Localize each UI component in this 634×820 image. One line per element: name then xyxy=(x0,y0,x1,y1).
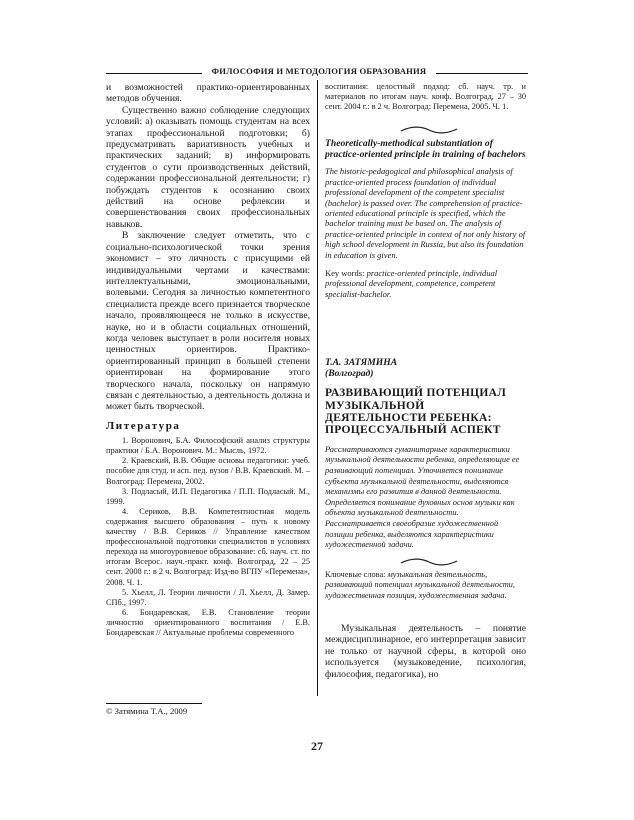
literature-heading: Литература xyxy=(106,419,181,432)
reference-item: 3. Подласый, И.П. Педагогика / П.П. Подласый. М., 1999. xyxy=(106,486,310,506)
english-keywords-label: Key words: xyxy=(325,267,365,278)
english-keywords xyxy=(325,268,526,299)
russian-abstract: Рассматриваются гуманитарные характеристики музыкальной деятельности ребенка, определяющие ее развивающий потенциал. Уточняется понимание субъекта музыкальной деятельности, выделяются механизмы его развития в данной деятельности. Определяется понимание духовных основ музыки как объекта музыкальной деятельности. Рассматривается своеобразие художественной позиции ребенка, выделяются характеристики художественной задачи. xyxy=(325,444,520,550)
header-rule-left xyxy=(106,73,202,74)
russian-keywords-text: музыкальная деятельность, развивающий потенциал музыкальной деятельности, художественная позиция, художественная задача. xyxy=(325,569,515,600)
reference-item: 1. Воронович, Б.А. Философский анализ структуры практики / Б.А. Воронович. М.: Мысль, 1972. xyxy=(106,436,310,456)
reference-item: 2. Краевский, В.В. Общие основы педагогики: учеб. пособие для студ. и асп. пед. вузов / В.В. Краевский. М. – Волгоград: Перемена, 2002. xyxy=(106,456,310,486)
running-header: ФИЛОСОФИЯ И МЕТОДОЛОГИЯ ОБРАЗОВАНИЯ xyxy=(211,66,427,76)
page-number: 27 xyxy=(311,739,323,753)
paragraph: и возможностей практико-ориентированных методов обучения. xyxy=(106,82,310,105)
header-rule-right xyxy=(436,73,528,74)
paragraph: Существенно важно соблюдение следующих условий: а) оказывать помощь студентам на всех этапах профессиональной подготовки; б) предусматривать вариативность учебных и практических заданий; в) информировать студентов о сути производственных действий, содержании профессиональной деятельности; г) побуждать студентов к осознанию своих действий на основе рефлексии и совершенствования своих профессиональных навыков. xyxy=(106,104,310,230)
footnote-rule xyxy=(106,703,202,704)
article-title: РАЗВИВАЮЩИЙ ПОТЕНЦИАЛ МУЗЫКАЛЬНОЙ ДЕЯТЕЛЬНОСТИ РЕБЕНКА: ПРОЦЕССУАЛЬНЫЙ АСПЕКТ xyxy=(325,387,507,437)
english-keywords-text: practice-oriented principle, individual professional development, competence, competent specialist-bachelor. xyxy=(325,267,498,299)
left-column xyxy=(106,82,310,638)
russian-keywords xyxy=(325,570,526,601)
reference-item: 5. Хьелл, Л. Теории личности / Л. Хьелл, Д. Замер. СПб., 1997. xyxy=(106,587,310,607)
right-column xyxy=(325,82,526,680)
ornament-divider xyxy=(399,558,459,566)
english-title: Theoretically-methodical substantiation of practice-oriented principle in training of bachelors xyxy=(325,138,526,161)
russian-keywords-label: Ключевые слова: xyxy=(325,569,386,579)
reference-item: 6. Бондаревская, Е.В. Становление теории личностно ориентированного воспитания / Е.В. Бондаревская // Актуальные проблемы современного xyxy=(106,607,310,637)
author-city: (Волгоград) xyxy=(325,368,374,380)
article-body: Музыкальная деятельность – понятие междисциплинарное, его интерпретация зависит не только от научной сферы, в которой оно используется (музыковедение, психология, философия, педагогика), но xyxy=(325,622,526,680)
ornament-divider xyxy=(399,126,459,134)
english-abstract: The historic-pedagogical and philosophical analysis of practice-oriented process foundation of individual professional development of the competent specialist (bachelor) is passed over. The comprehension of practice-oriented educational principle is specified, which the bachelor training must be based on. The analysis of practice-oriented principle in context of not only history of high school development in Russia, but also its foundation in education is given. xyxy=(325,166,526,260)
reference-item: 4. Сериков, В.В. Компетентностная модель содержания высшего образования – путь к новому качеству / В.В. Сериков // Управление качеством профессиональной подготовки специалистов в условиях перехода на многоуровневое образование: сб. науч. ст. по итогам Всерос. науч.-практ. конф. Волгоград, 22 – 25 сент. 2008 г.: в 2 ч. Волгоград: Изд-во ВГПУ «Перемена», 2008. Ч. 1. xyxy=(106,506,310,587)
copyright-note: © Затямина Т.А., 2009 xyxy=(106,706,188,716)
reference-continuation: воспитания: целостный подход: сб. науч. тр. и материалов по итогам науч. конф. Волгоград, 27 – 30 сент. 2004 г.: в 2 ч. Волгоград: Перемена, 2005. Ч. 1. xyxy=(325,82,526,112)
author-name: Т.А. ЗАТЯМИНА xyxy=(325,357,398,369)
paragraph: В заключение следует отметить, что с социально-психологической точки зрения экономист – это личность с присущими ей индивидуальными чертами и качествами: интеллектуальными, эмоциональными, волевыми. Сегодня за личностью компетентного специалиста прежде всего признается творческое начало, проявляющееся не только в искусстве, науке, но и в области социальных отношений, когда человек выступает в роли носителя новых ценностных ориентиров. Практико-ориентированный принцип в большей степени ориентирован на формирование этого творческого начала, поскольку он напрямую связан с деятельностью, а деятельность должна и может быть творческой. xyxy=(106,230,310,413)
column-divider xyxy=(317,80,318,696)
